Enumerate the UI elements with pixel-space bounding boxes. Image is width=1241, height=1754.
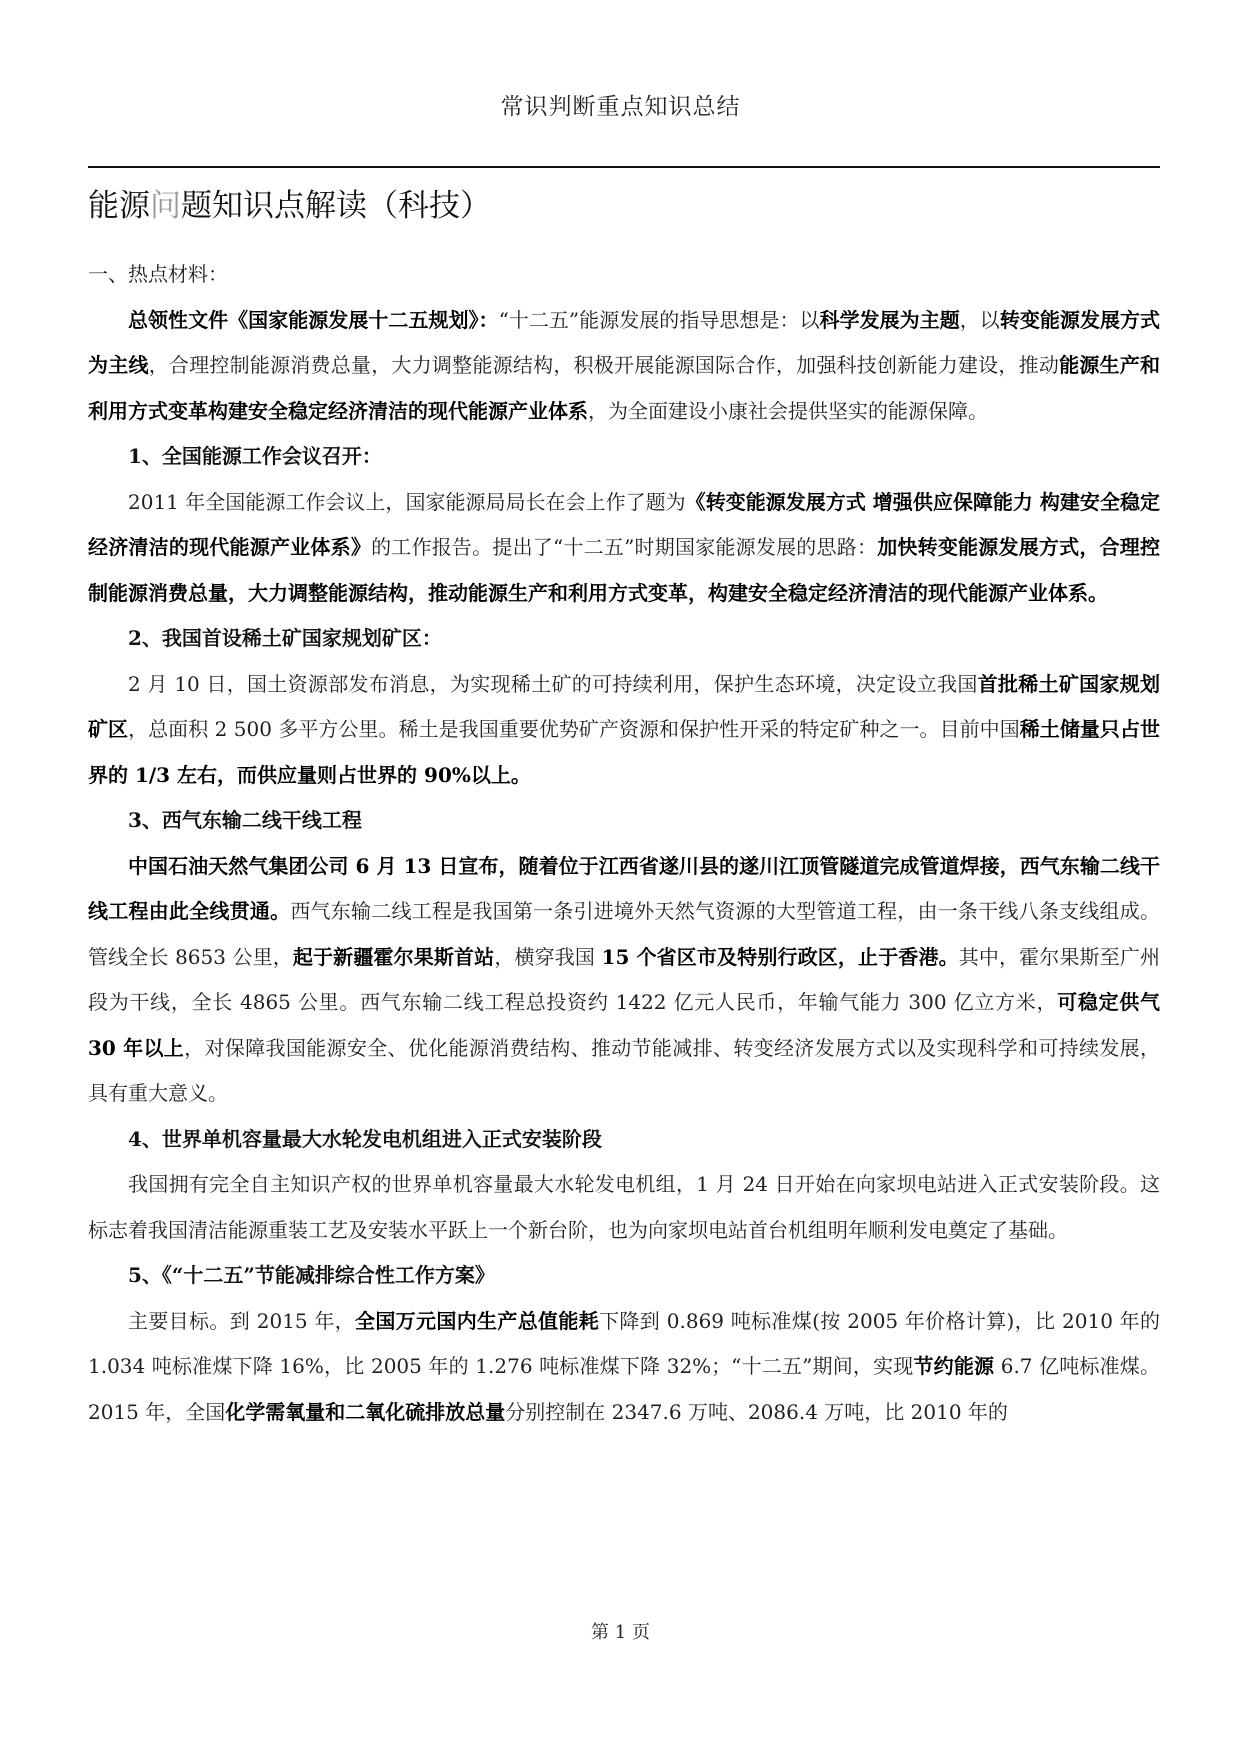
paragraph-text: 6.7 亿吨标准煤。2015 年，全国 [88, 1354, 1160, 1424]
paragraph-text: 的工作报告。提出了“十二五”时期国家能源发展的思路： [371, 535, 878, 559]
paragraph-emphasis: 可稳定供气 30 年以上 [88, 990, 1160, 1060]
title-part-1: 能源 [88, 188, 150, 224]
paragraph-emphasis: 加快转变能源发展方式，合理控制能源消费总量，大力调整能源结构，推动能源生产和利用方式变革，构建安全稳定经济清洁的现代能源产业体系。 [88, 535, 1161, 605]
paragraph-emphasis: 起于新疆霍尔果斯首站 [292, 944, 495, 969]
title-part-2: 问 [150, 188, 181, 224]
paragraph-text: 主要目标。到 2015 年， [128, 1308, 355, 1333]
intro-text: ，为全面建设小康社会提供坚实的能源保障。 [588, 398, 988, 423]
paragraph-text: ，总面积 2 500 多平方公里。稀土是我国重要优势矿产资源和保护性开采的特定矿种之一。目前中国 [128, 717, 1020, 741]
intro-text: ，合理控制能源消费总量，大力调整能源结构，积极开展能源国际合作，加强科技创新能力建设，推动 [148, 353, 1060, 377]
page-number: 第 1 页 [591, 1622, 650, 1643]
section-label: 一、热点材料： [88, 262, 228, 286]
item-paragraph [88, 1299, 1160, 1436]
item-paragraph [88, 662, 1160, 799]
paragraph-emphasis: 稀土储量只占世界的 1/3 左右，而供应量则占世界的 90%以上。 [88, 717, 1160, 787]
item-paragraph [88, 480, 1160, 617]
paragraph-text: 西气东输二线工程是我国第一条引进境外天然气资源的大型管道工程，由一条干线八条支线组成。管线全长 8653 公里， [88, 899, 1161, 969]
item-heading: 1、全国能源工作会议召开： [128, 444, 382, 468]
paragraph-text: ，横穿我国 [494, 944, 602, 969]
paragraph-emphasis: 节约能源 [913, 1354, 995, 1378]
paragraph-text: 2 月 10 日，国土资源部发布消息，为实现稀土矿的可持续利用，保护生态环境，决定设立我国 [128, 671, 978, 696]
paragraph-text: 我国拥有完全自主知识产权的世界单机容量最大水轮发电机组，1 月 24 日开始在向家坝电站进入正式安装阶段。这标志着我国清洁能源重装工艺及安装水平跃上一个新台阶，也为向家坝电站首台机组明年顺利发电奠定了基础。 [88, 1172, 1160, 1242]
paragraph-emphasis: 《转变能源发展方式 增强供应保障能力 构建安全稳定经济清洁的现代能源产业体系》 [88, 489, 1160, 559]
item-heading: 4、世界单机容量最大水轮发电机组进入正式安装阶段 [128, 1126, 602, 1151]
paragraph-text: 下降到 0.869 吨标准煤(按 2005 年价格计算)，比 2010 年的 1.034 吨标准煤下降 16%，比 2005 年的 1.276 吨标准煤下降 32%；“十二五”期间，实现 [88, 1308, 1160, 1378]
title-part-3: 题知识点解读（科技） [181, 188, 491, 224]
page-header: 常识判断重点知识总结 [500, 94, 741, 120]
paragraph-emphasis: 中国石油天然气集团公司 6 月 13 日宣布，随着位于江西省遂川县的遂川江顶管隧道完成管道焊接，西气东输二线干线工程由此全线贯通。 [88, 853, 1160, 923]
paragraph-text: ，对保障我国能源安全、优化能源消费结构、推动节能减排、转变经济发展方式以及实现科学和可持续发展，具有重大意义。 [88, 1035, 1161, 1105]
item-paragraph [88, 1162, 1160, 1253]
item-heading: 2、我国首设稀土矿国家规划矿区： [128, 626, 442, 650]
paragraph-text: 其中，霍尔果斯至广州段为干线，全长 4865 公里。西气东输二线工程总投资约 1422 亿元人民币，年输气能力 300 亿立方米， [88, 944, 1161, 1014]
paragraph-emphasis: 化学需氧量和二氧化硫排放总量 [225, 1399, 506, 1424]
intro-text: “十二五”能源发展的指导思想是：以 [498, 307, 820, 332]
item-heading: 3、西气东输二线干线工程 [128, 808, 362, 832]
document-title [88, 180, 491, 225]
document-body [88, 252, 1160, 1435]
paragraph-text: 2011 年全国能源工作会议上，国家能源局局长在会上作了题为 [128, 489, 686, 514]
intro-text: ，以 [959, 307, 1000, 332]
item-heading: 5、《“十二五”节能减排综合性工作方案》 [128, 1263, 495, 1287]
intro-emphasis: 科学发展为主题 [819, 307, 960, 332]
paragraph-emphasis: 首批稀土矿国家规划矿区 [88, 671, 1161, 741]
item-paragraph [88, 844, 1160, 1117]
header-divider [88, 166, 1160, 168]
paragraph-emphasis: 15 个省区市及特别行政区，止于香港。 [601, 944, 959, 969]
intro-paragraph [88, 298, 1160, 435]
intro-lead: 总领性文件《国家能源发展十二五规划》： [128, 307, 499, 332]
intro-emphasis: 能源生产和利用方式变革构建安全稳定经济清洁的现代能源产业体系 [88, 353, 1161, 423]
paragraph-emphasis: 全国万元国内生产总值能耗 [355, 1308, 600, 1333]
paragraph-text: 分别控制在 2347.6 万吨、2086.4 万吨，比 2010 年的 [505, 1399, 1008, 1424]
intro-emphasis: 转变能源发展方式为主线 [88, 307, 1161, 377]
